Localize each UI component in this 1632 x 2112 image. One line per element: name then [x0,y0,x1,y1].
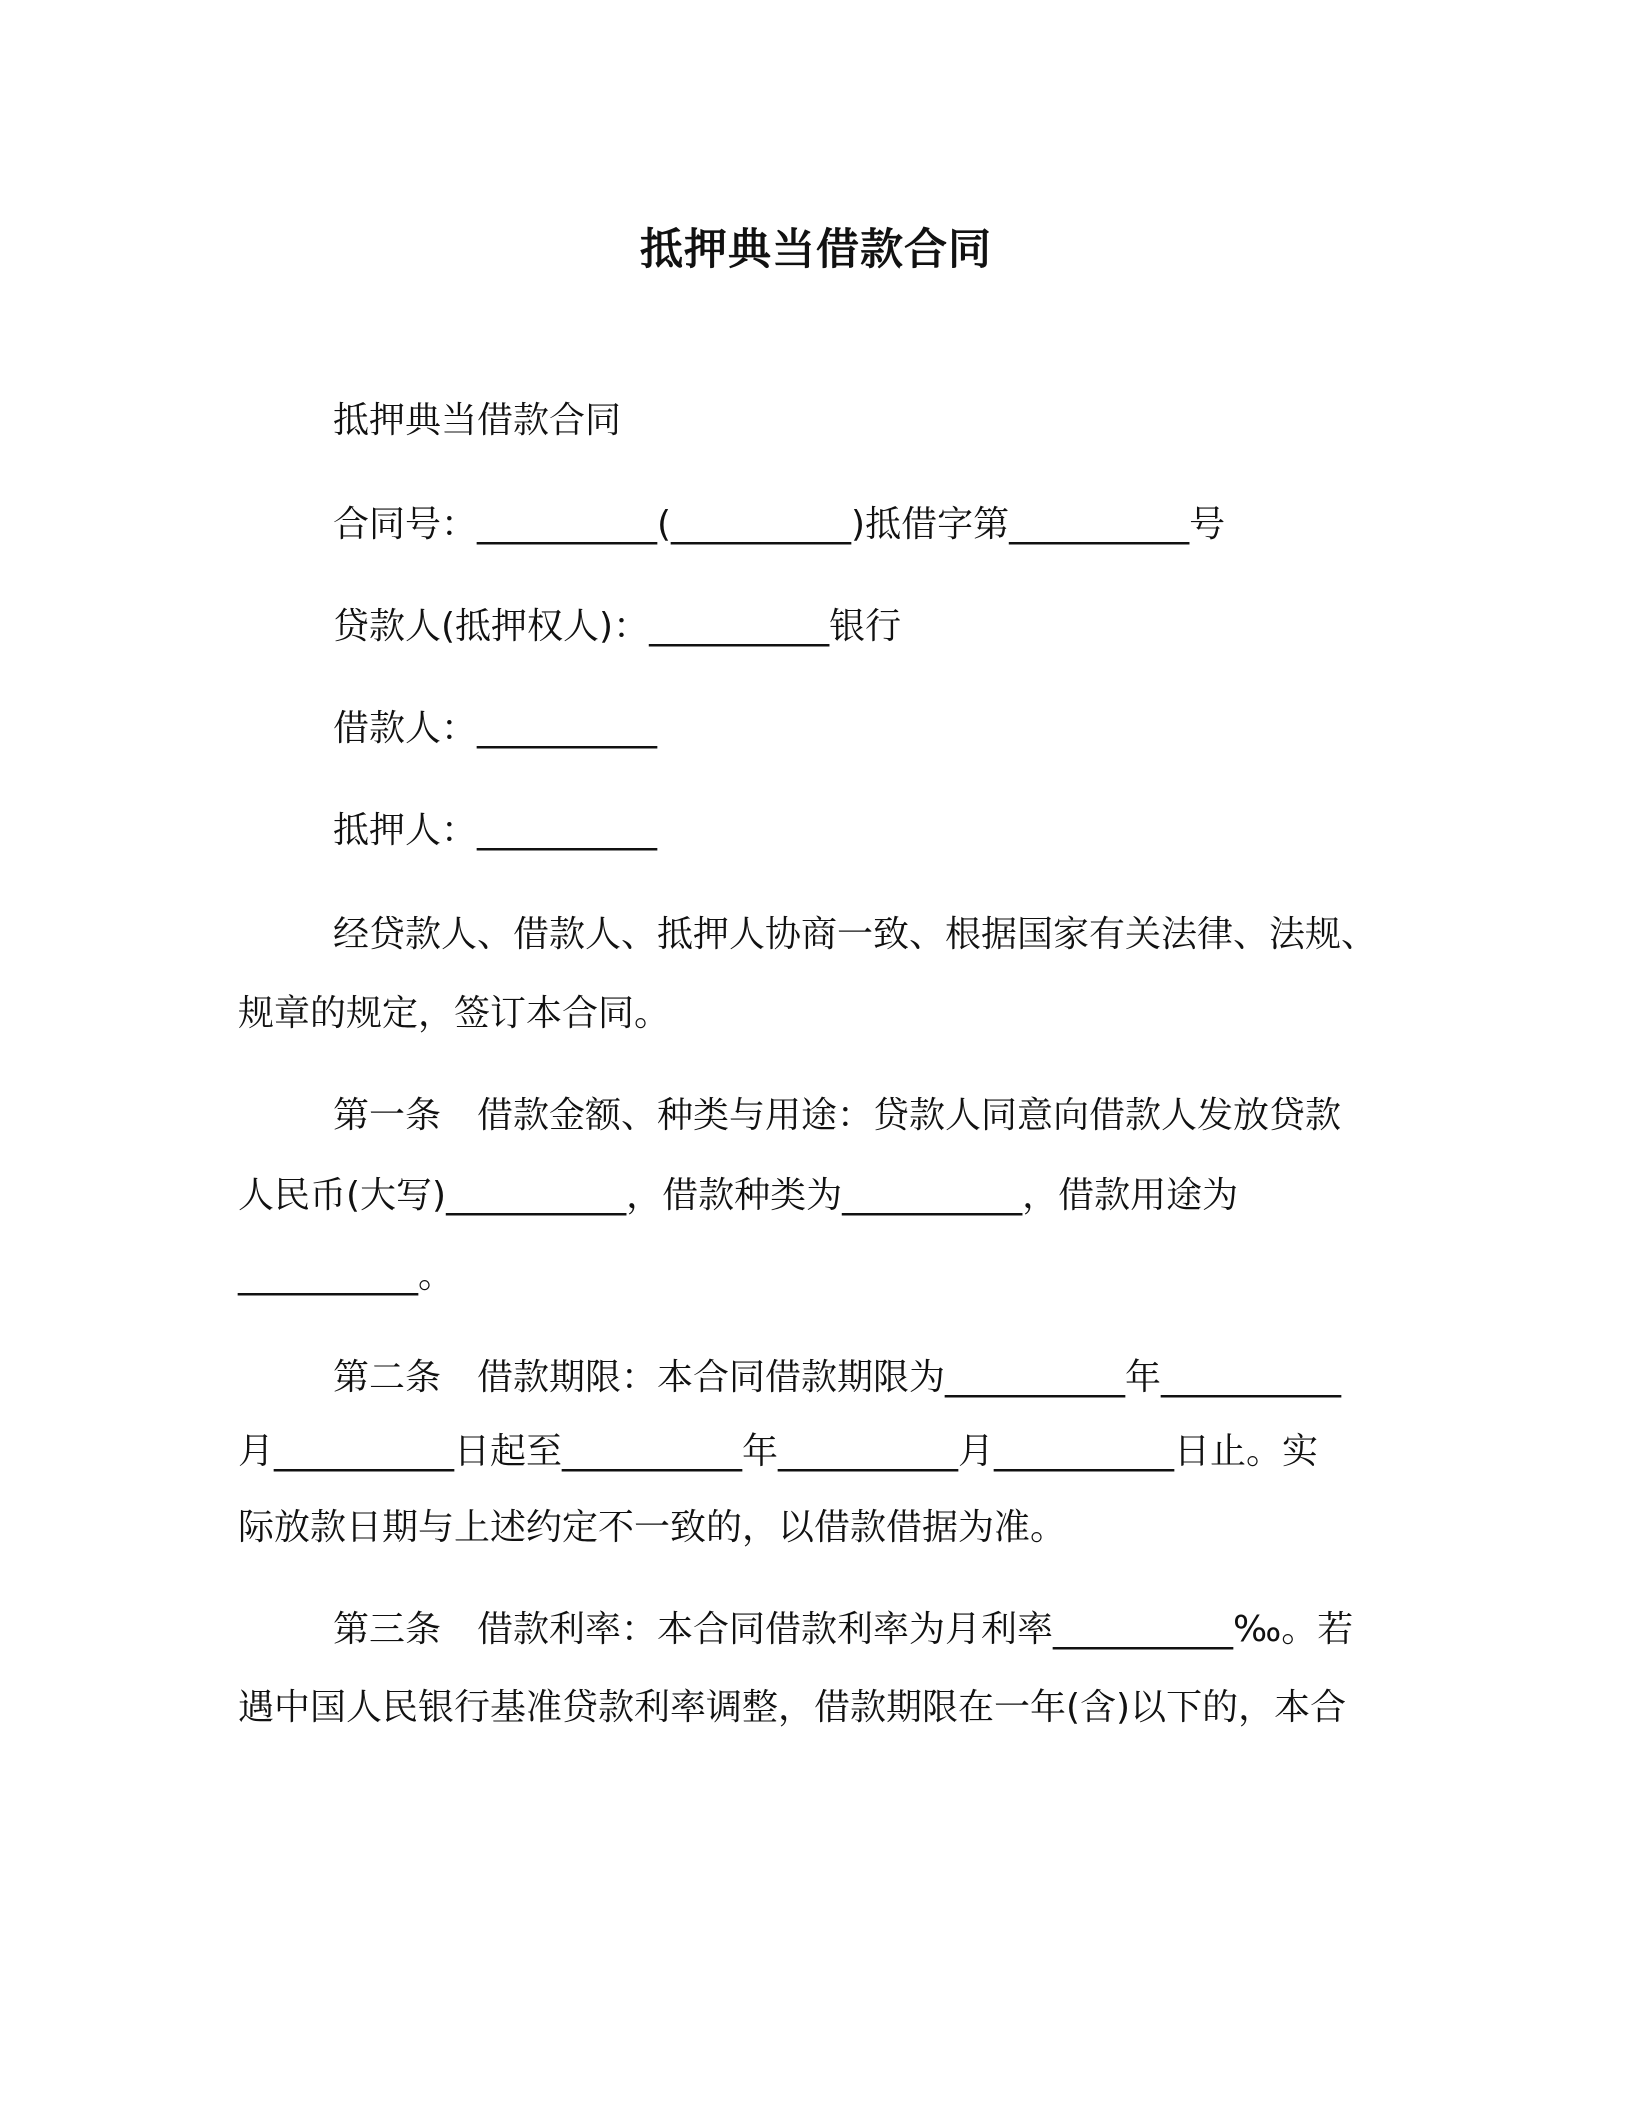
article-2-line-1: 第二条 借款期限：本合同借款期限为__________年__________ [333,1357,1342,1398]
article-2-line-3: 际放款日期与上述约定不一致的，以借款借据为准。 [238,1507,1067,1548]
lender-line: 贷款人(抵押权人)：__________银行 [333,606,902,647]
document-subtitle: 抵押典当借款合同 [333,400,622,441]
article-3-line-1: 第三条 借款利率：本合同借款利率为月利率__________‰。若 [333,1609,1354,1650]
article-1-line-1: 第一条 借款金额、种类与用途：贷款人同意向借款人发放贷款 [333,1095,1342,1136]
contract-number-line: 合同号：__________(__________)抵借字第__________号 [333,504,1226,545]
mortgagor-line: 抵押人：__________ [333,810,658,851]
article-1-line-2: 人民币(大写)__________，借款种类为__________，借款用途为 [238,1175,1239,1216]
article-1-line-3: __________。 [238,1255,455,1296]
preamble-line-2: 规章的规定，签订本合同。 [238,993,671,1034]
preamble-line-1: 经贷款人、借款人、抵押人协商一致、根据国家有关法律、法规、 [333,914,1378,955]
article-2-line-2: 月__________日起至__________年__________月__________日止。实 [238,1431,1319,1472]
document-title: 抵押典当借款合同 [640,225,992,275]
article-3-line-2: 遇中国人民银行基准贷款利率调整，借款期限在一年(含)以下的，本合 [238,1687,1347,1728]
borrower-line: 借款人：__________ [333,708,658,749]
